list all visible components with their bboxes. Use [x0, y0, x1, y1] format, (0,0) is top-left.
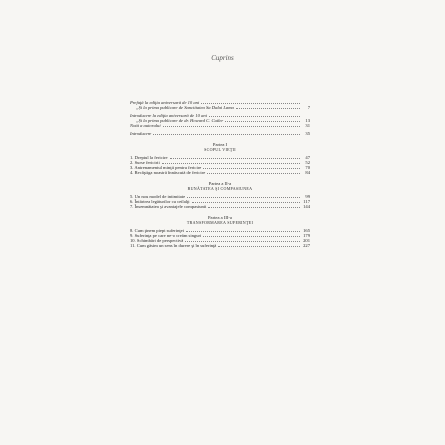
part-heading	[130, 215, 310, 225]
toc-entry-page: 144	[303, 204, 310, 209]
preface-list	[130, 100, 310, 136]
part-label: Partea I	[212, 142, 228, 147]
toc-entry-title: 10. Schimbări de perspectivă	[130, 238, 184, 243]
part-label: Partea a III-a	[208, 215, 232, 220]
leader-dots	[207, 173, 300, 174]
leader-dots	[163, 126, 300, 127]
parts-list	[130, 142, 310, 254]
leader-dots	[236, 108, 300, 109]
toc-entry-page: 201	[303, 238, 310, 243]
leader-dots	[203, 236, 300, 237]
toc-entry-page: 31	[305, 123, 310, 128]
part-name: BUNĂTATEA ŞI COMPASIUNEA	[187, 186, 253, 191]
leader-dots	[209, 116, 300, 117]
table-of-contents	[130, 100, 310, 254]
part-heading	[130, 181, 310, 191]
toc-entry-title: 4. Recâştiga noastră înnăscută de fericire	[130, 170, 206, 175]
toc-entry-page: 99	[305, 194, 310, 199]
toc-entry-page: 84	[305, 170, 310, 175]
leader-dots	[201, 103, 300, 104]
toc-entry-title: Introducere	[130, 131, 152, 136]
toc-entry-page: 47	[305, 155, 310, 160]
toc-entry-title: 8. Cum ţinem piept suferinţei	[130, 228, 184, 233]
toc-entry-title: 6. Întărirea legăturilor cu ceilalţi	[130, 199, 190, 204]
page-heading: Cuprins	[211, 54, 234, 62]
toc-entry-title: „Și la prima publicare de Sanctitatea Sa Dalai Lama	[136, 105, 234, 110]
toc-entry-page: 13	[305, 118, 310, 123]
toc-entry-page: 117	[303, 199, 310, 204]
part-heading	[130, 142, 310, 152]
leader-dots	[192, 202, 300, 203]
toc-entry-page: 179	[303, 233, 310, 238]
leader-dots	[218, 246, 300, 247]
toc-entry-page: 7	[307, 105, 310, 110]
leader-dots	[162, 163, 300, 164]
toc-entry-title: Prefaţă la ediţia aniversară de 10 ani	[130, 100, 200, 105]
leader-dots	[187, 197, 300, 198]
toc-entry-page: 227	[303, 243, 310, 248]
toc-entry-title: 11. Cum găsim un sens în durere şi în suferinţă	[130, 243, 217, 248]
toc-entry-title: 3. Antrenamentul minţii pentru fericire	[130, 165, 202, 170]
leader-dots	[203, 168, 300, 169]
toc-entry-page: 52	[305, 160, 310, 165]
toc-entry-title: Introducere la ediţia aniversară de 10 ani	[130, 113, 207, 118]
toc-entry-page: 35	[305, 131, 310, 136]
leader-dots	[153, 134, 300, 135]
leader-dots	[186, 231, 300, 232]
part-name: TRANSFORMAREA SUFERINŢEI	[186, 220, 254, 225]
toc-entry-title: 2. Surse fericirii	[130, 160, 160, 165]
toc-entry-page: 165	[303, 228, 310, 233]
toc-entry-page: 70	[305, 165, 310, 170]
toc-entry-title: „Și la prima publicare de dr. Howard C. Cutler	[136, 118, 224, 123]
part-label: Partea a II-a	[208, 181, 232, 186]
toc-entry-title: 1. Dreptul la fericire	[130, 155, 168, 160]
toc-entry-title: Notă a autorului	[130, 123, 161, 128]
leader-dots	[170, 158, 301, 159]
toc-entry-title: 7. Însemnătatea şi avantajele compasiunii	[130, 204, 207, 209]
toc-entry-title: 5. Un nou model de intimitate	[130, 194, 186, 199]
leader-dots	[225, 121, 300, 122]
toc-entry-title: 9. Suferinţa pe care ne-o creăm singuri	[130, 233, 202, 238]
leader-dots	[185, 241, 300, 242]
part-name: SCOPUL VIEŢII	[204, 147, 236, 152]
leader-dots	[208, 207, 300, 208]
